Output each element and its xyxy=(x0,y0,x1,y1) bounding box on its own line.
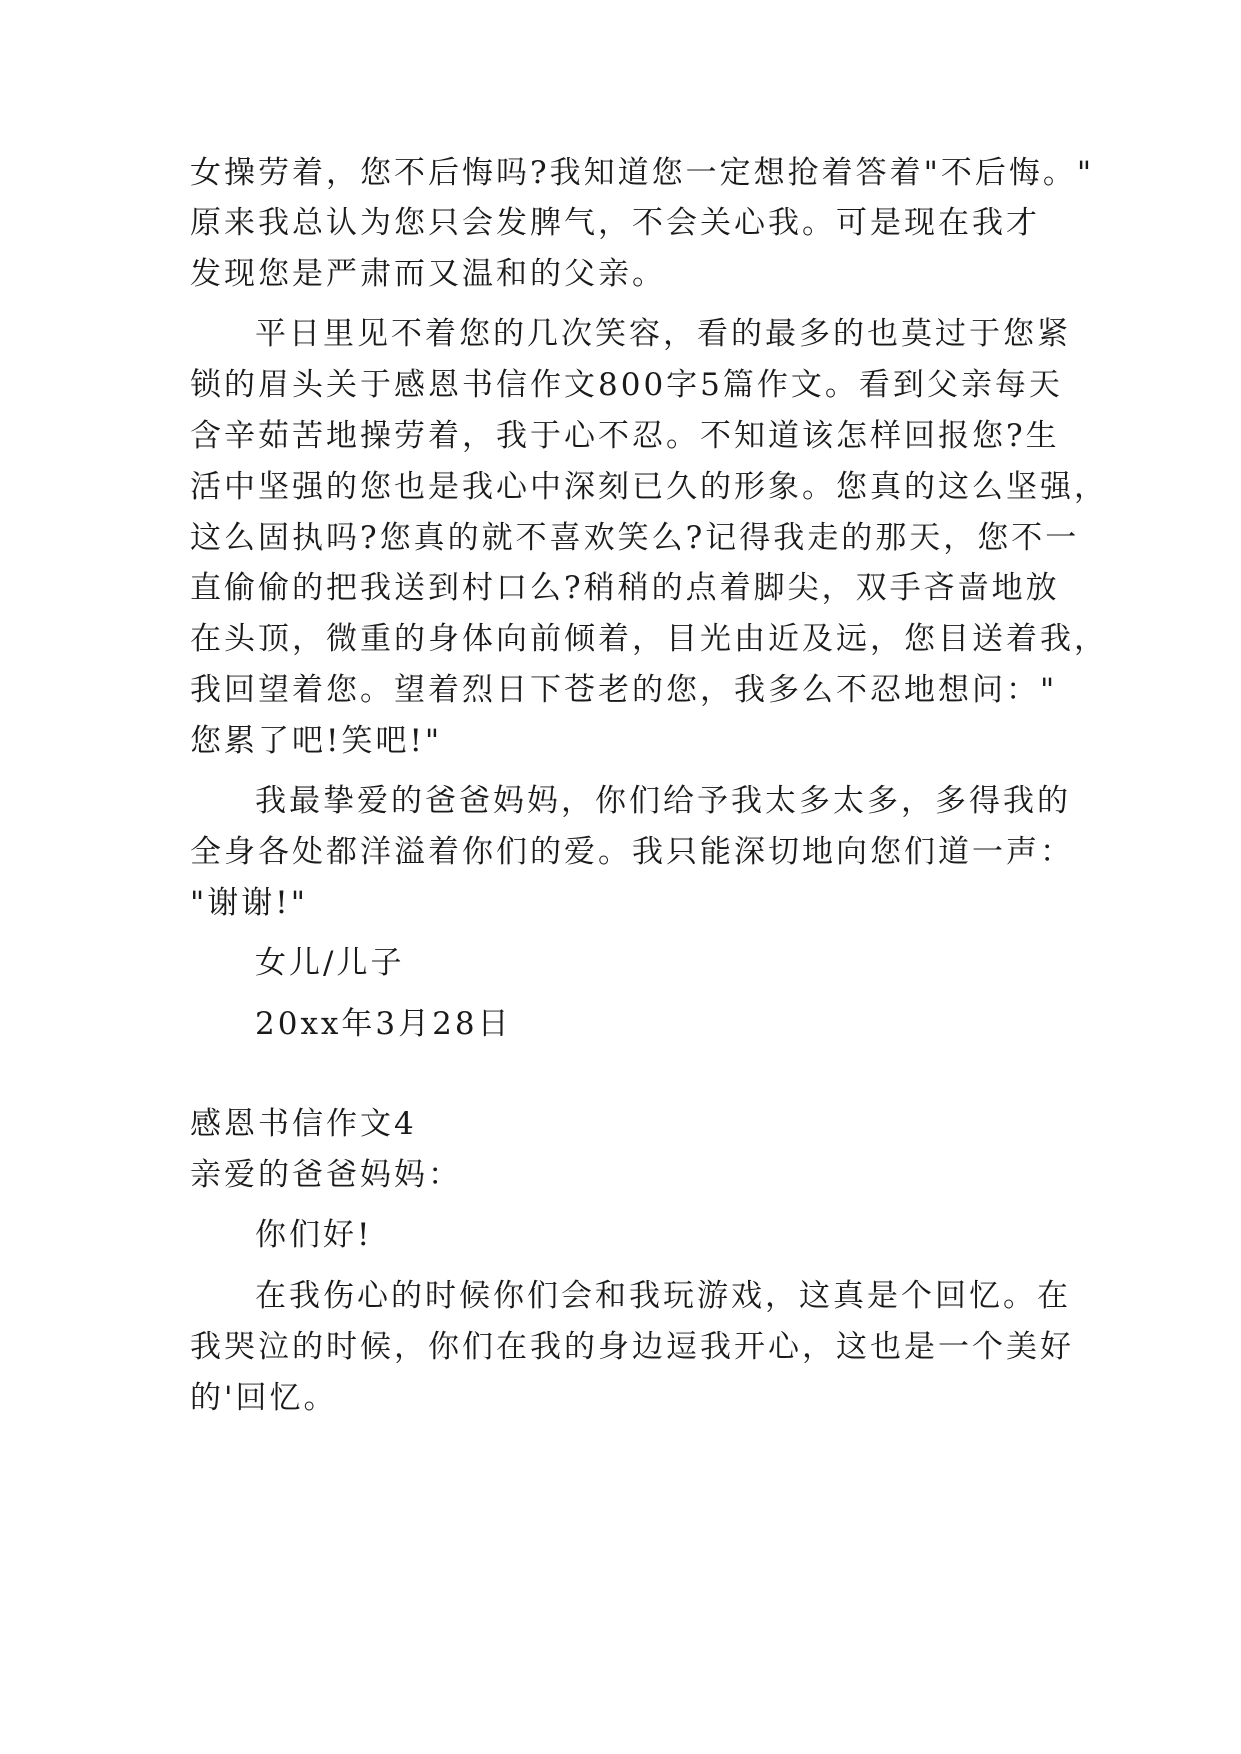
text-line: 平日里见不着您的几次笑容，看的最多的也莫过于您紧 xyxy=(255,316,1071,352)
text-line: 在我伤心的时候你们会和我玩游戏，这真是个回忆。在 xyxy=(255,1278,1071,1314)
salutation: 亲爱的爸爸妈妈： xyxy=(190,1157,462,1193)
text-line: "谢谢!" xyxy=(190,885,308,921)
text-line: 全身各处都洋溢着你们的爱。我只能深切地向您们道一声： xyxy=(190,834,1074,870)
text-line: 女操劳着，您不后悔吗?我知道您一定想抢着答着"不后悔。" xyxy=(190,155,1095,191)
text-line: 原来我总认为您只会发脾气，不会关心我。可是现在我才 xyxy=(190,205,1040,241)
text-line: 发现您是严肃而又温和的父亲。 xyxy=(190,256,666,292)
text-line: 您累了吧!笑吧!" xyxy=(190,723,443,759)
text-line: 的'回忆。 xyxy=(190,1380,338,1416)
text-line: 这么固执吗?您真的就不喜欢笑么?记得我走的那天，您不一 xyxy=(190,520,1080,556)
text-line: 活中坚强的您也是我心中深刻已久的形象。您真的这么坚强， xyxy=(190,469,1108,505)
section-title: 感恩书信作文4 xyxy=(190,1106,417,1142)
letter-date: 20xx年3月28日 xyxy=(255,1006,512,1042)
greeting: 你们好! xyxy=(255,1217,373,1253)
text-line: 我哭泣的时候，你们在我的身边逗我开心，这也是一个美好 xyxy=(190,1329,1074,1365)
text-line: 直偷偷的把我送到村口么?稍稍的点着脚尖，双手吝啬地放 xyxy=(190,570,1060,606)
text-line: 我最挚爱的爸爸妈妈，你们给予我太多太多，多得我的 xyxy=(255,783,1071,819)
text-line: 在头顶，微重的身体向前倾着，目光由近及远，您目送着我， xyxy=(190,621,1108,657)
text-line: 锁的眉头关于感恩书信作文800字5篇作文。看到父亲每天 xyxy=(190,367,1063,403)
text-line: 含辛茹苦地操劳着，我于心不忍。不知道该怎样回报您?生 xyxy=(190,418,1060,454)
signature: 女儿/儿子 xyxy=(255,945,405,981)
text-line: 我回望着您。望着烈日下苍老的您，我多么不忍地想问：" xyxy=(190,672,1058,708)
